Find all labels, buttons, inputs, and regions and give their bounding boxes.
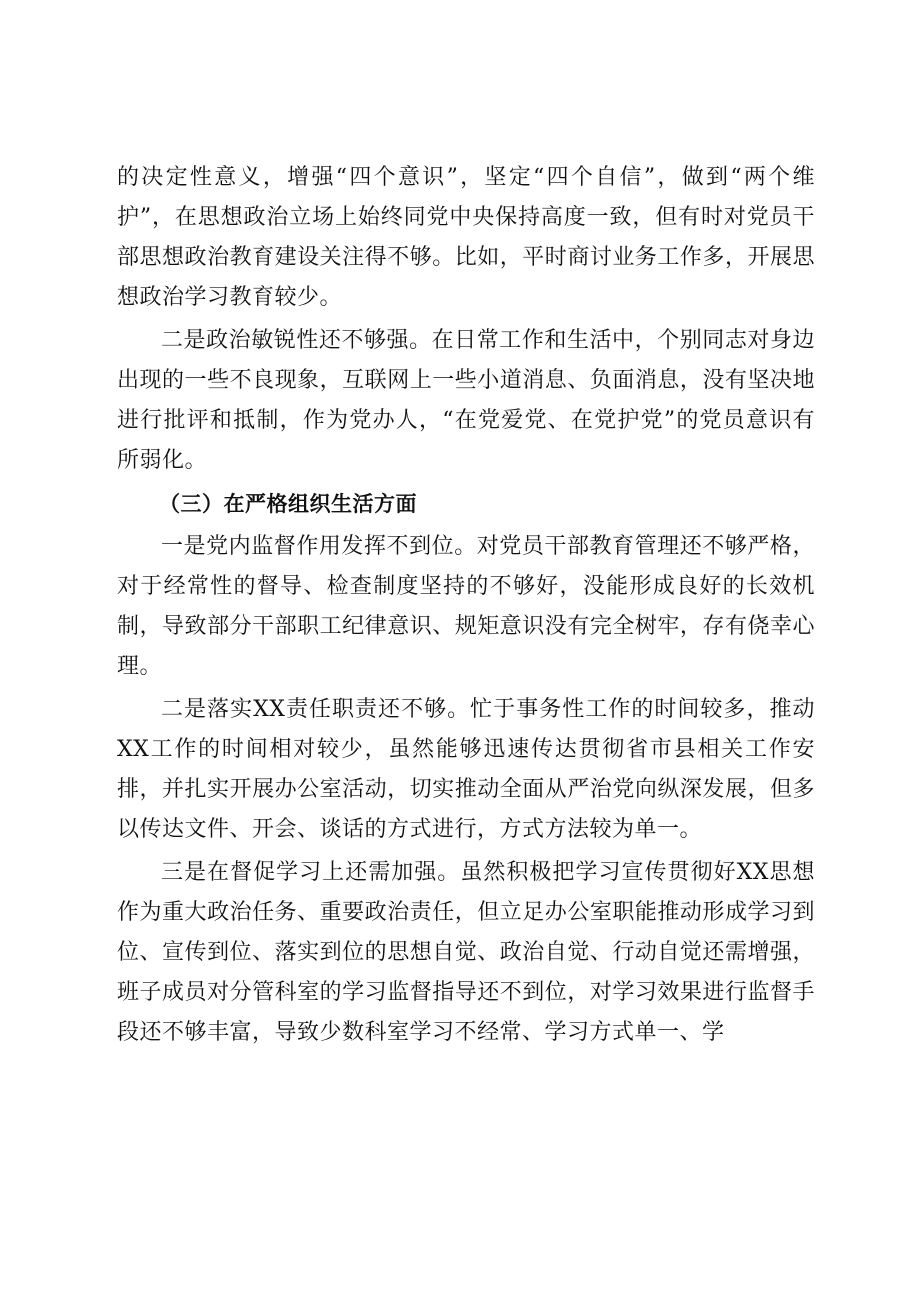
section-heading-organizational-life: （三）在严格组织生活方面	[159, 492, 417, 516]
paragraph-responsibility: 二是落实XX责任职责还不够。忙于事务性工作的时间较多，推动XX工作的时间相对较少，虽然能够迅速传达贯彻省市县相关工作安排，并扎实开展办公室活动，切实推动全面从严治党向纵深发展，但多以传达文件、开会、谈话的方式进行，方式方法较为单一。	[117, 697, 815, 842]
paragraph-political-sensitivity: 二是政治敏锐性还不够强。在日常工作和生活中，个别同志对身边出现的一些不良现象，互联网上一些小道消息、负面消息，没有坚决地进行批评和抵制，作为党办人，“在党爱党、在党护党”的党员意识有所弱化。	[117, 328, 815, 473]
paragraph-internal-supervision: 一是党内监督作用发挥不到位。对党员干部教育管理还不够严格，对于经常性的督导、检查制度坚持的不够好，没能形成良好的长效机制，导致部分干部职工纪律意识、规矩意识没有完全树牢，存有侥幸心理。	[117, 534, 815, 679]
document-body	[117, 158, 815, 1056]
paragraph-continuation: 的决定性意义，增强“四个意识”，坚定“四个自信”，做到“两个维护”，在思想政治立场上始终同党中央保持高度一致，但有时对党员干部思想政治教育建设关注得不够。比如，平时商讨业务工作多，开展思想政治学习教育较少。	[117, 165, 815, 310]
paragraph-study-supervision: 三是在督促学习上还需加强。虽然积极把学习宣传贯彻好XX思想作为重大政治任务、重要政治责任，但立足办公室职能推动形成学习到位、宣传到位、落实到位的思想自觉、政治自觉、行动自觉还需增强，班子成员对分管科室的学习监督指导还不到位，对学习效果进行监督手段还不够丰富，导致少数科室学习不经常、学习方式单一、学	[117, 860, 815, 1045]
